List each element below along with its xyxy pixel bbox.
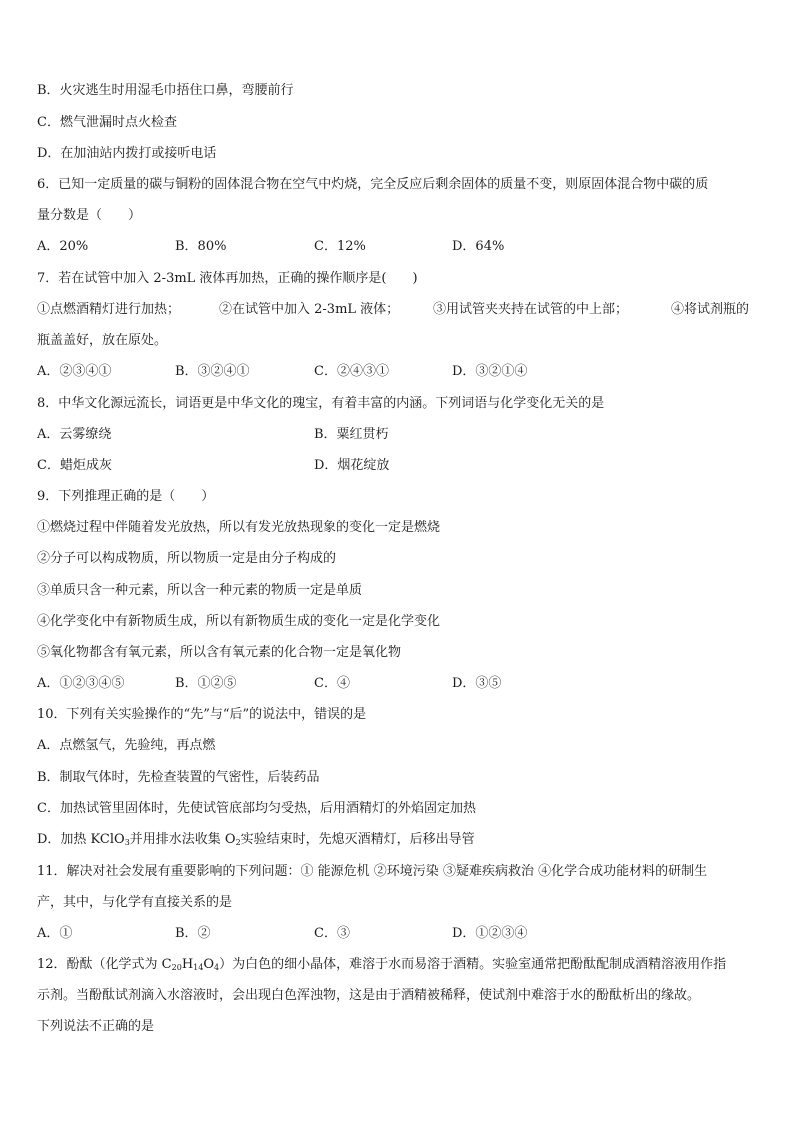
q7-option-d: D．③②①④ bbox=[452, 364, 528, 379]
q7-option-b: B．③②④① bbox=[175, 364, 250, 379]
q5-option-d: D．在加油站内拨打或接听电话 bbox=[37, 146, 217, 161]
q7-step-4: ④将试剂瓶的 bbox=[671, 302, 750, 317]
q7-option-c: C．②④③① bbox=[314, 364, 389, 379]
q6-option-a: A．20% bbox=[37, 239, 89, 254]
q12-o-symbol: O bbox=[203, 957, 215, 972]
q8-option-c: C．蜡炬成灰 bbox=[37, 458, 112, 473]
q12-stem-text-a: 12．酚酞（化学式为 C bbox=[37, 957, 172, 972]
q6-option-c: C．12% bbox=[314, 239, 366, 254]
q12-stem-line2: 示剂。当酚酞试剂滴入水溶液时，会出现白色浑浊物，这是由于酒精被稀释，使试剂中难溶于水的酚酞析出的缘故。 bbox=[37, 988, 701, 1003]
q9-option-a: A．①②③④⑤ bbox=[37, 676, 125, 691]
q11-option-d: D．①②③④ bbox=[452, 926, 528, 941]
q7-stem: 7．若在试管中加入 2-3mL 液体再加热，正确的操作顺序是( ) bbox=[37, 271, 418, 286]
q11-option-c: C．③ bbox=[314, 926, 350, 941]
q9-option-c: C．④ bbox=[314, 676, 350, 691]
q10-option-a: A．点燃氢气，先验纯，再点燃 bbox=[37, 738, 216, 753]
q12-h-symbol: H bbox=[181, 957, 194, 972]
q6-option-d: D．64% bbox=[452, 239, 505, 254]
q8-option-b: B．粟红贯朽 bbox=[314, 427, 389, 442]
q12-sub-carbon: 20 bbox=[171, 963, 182, 972]
q7-step-2: ②在试管中加入 2-3mL 液体； bbox=[219, 302, 400, 317]
q9-statement-3: ③单质只含一种元素，所以含一种元素的物质一定是单质 bbox=[37, 583, 363, 598]
q12-stem-line3: 下列说法不正确的是 bbox=[37, 1019, 155, 1034]
q5-option-b: B．火灾逃生时用湿毛巾捂住口鼻，弯腰前行 bbox=[37, 83, 294, 98]
q11-stem-line2: 产，其中，与化学有直接关系的是 bbox=[37, 895, 233, 910]
q12-sub-hydrogen: 14 bbox=[193, 963, 204, 972]
q7-step-1: ①点燃酒精灯进行加热； bbox=[37, 302, 181, 317]
q6-stem-line2: 量分数是（ ） bbox=[37, 208, 142, 223]
q9-statement-5: ⑤氧化物都含有氧元素，所以含有氧元素的化合物一定是氧化物 bbox=[37, 645, 402, 660]
q9-statement-2: ②分子可以构成物质，所以物质一定是由分子构成的 bbox=[37, 551, 337, 566]
q12-stem-line1 bbox=[37, 956, 726, 974]
q9-option-d: D．③⑤ bbox=[452, 676, 502, 691]
q11-stem-line1: 11．解决对社会发展有重要影响的下列问题：① 能源危机 ②环境污染 ③疑难疾病救治 ④化学合成功能材料的研制生 bbox=[37, 864, 708, 879]
q6-stem-line1: 6．已知一定质量的碳与铜粉的固体混合物在空气中灼烧，完全反应后剩余固体的质量不变，则原固体混合物中碳的质 bbox=[37, 177, 709, 192]
q10-option-d-sub-3: 3 bbox=[124, 838, 130, 847]
q10-option-d-text-2: 并用排水法收集 O bbox=[129, 832, 236, 847]
q11-option-a: A．① bbox=[37, 926, 73, 941]
q8-stem: 8．中华文化源远流长，词语更是中华文化的瑰宝，有着丰富的内涵。下列词语与化学变化无关的是 bbox=[37, 396, 605, 411]
q9-stem: 9．下列推理正确的是（ ） bbox=[37, 489, 215, 504]
q9-statement-4: ④化学变化中有新物质生成，所以有新物质生成的变化一定是化学变化 bbox=[37, 614, 441, 629]
q8-option-d: D．烟花绽放 bbox=[314, 458, 390, 473]
q10-option-d-sub-2: 2 bbox=[235, 838, 241, 847]
q8-option-a: A．云雾缭绕 bbox=[37, 427, 112, 442]
q10-option-b: B．制取气体时，先检查装置的气密性，后装药品 bbox=[37, 770, 320, 785]
q7-option-a: A．②③④① bbox=[37, 364, 112, 379]
q9-statement-1: ①燃烧过程中伴随着发光放热，所以有发光放热现象的变化一定是燃烧 bbox=[37, 520, 441, 535]
q10-option-d-text-3: 实验结束时，先熄灭酒精灯，后移出导管 bbox=[240, 832, 475, 847]
q10-option-d bbox=[37, 831, 475, 849]
q12-sub-oxygen: 4 bbox=[214, 963, 220, 972]
q9-option-b: B．①②⑤ bbox=[175, 676, 237, 691]
q5-option-c: C．燃气泄漏时点火检查 bbox=[37, 115, 177, 130]
q10-stem: 10．下列有关实验操作的“先”与“后”的说法中，错误的是 bbox=[37, 707, 367, 722]
q10-option-d-text-1: D．加热 KClO bbox=[37, 832, 125, 847]
q11-option-b: B．② bbox=[175, 926, 211, 941]
q7-steps-continued: 瓶盖盖好，放在原处。 bbox=[37, 333, 168, 348]
q12-stem-text-b: ）为白色的细小晶体，难溶于水而易溶于酒精。实验室通常把酚酞配制成酒精溶液用作指 bbox=[219, 957, 727, 972]
q7-step-3: ③用试管夹夹持在试管的中上部； bbox=[433, 302, 629, 317]
q10-option-c: C．加热试管里固体时，先使试管底部均匀受热，后用酒精灯的外焰固定加热 bbox=[37, 801, 476, 816]
q6-option-b: B．80% bbox=[175, 239, 227, 254]
